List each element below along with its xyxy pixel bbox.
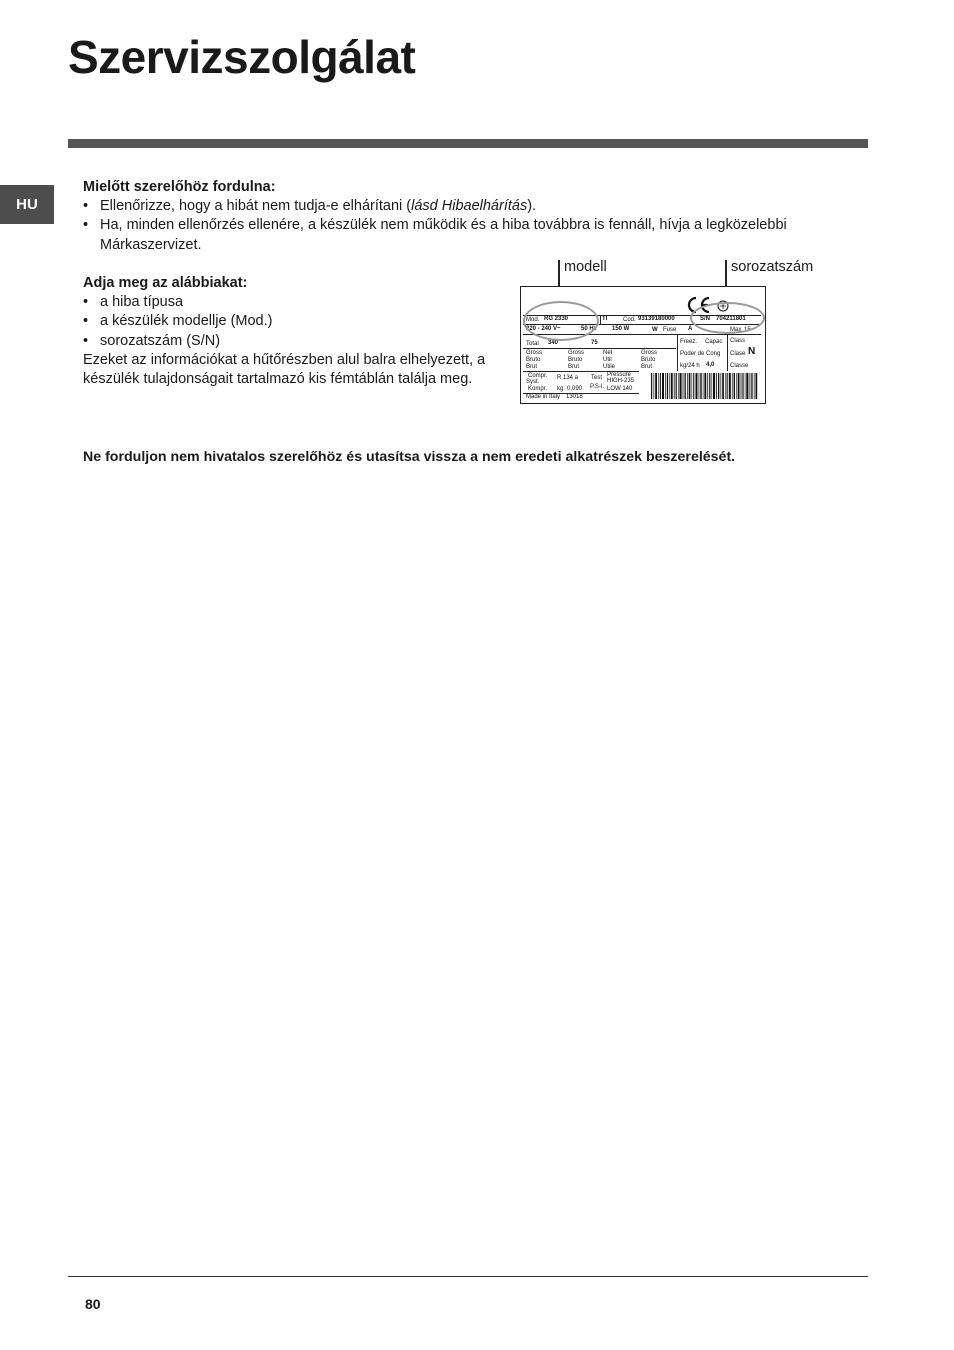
provide-item-2 (83, 312, 483, 332)
plate-clase-val: N (748, 346, 756, 357)
provide-paragraph-line1: Ezeket az információkat a hűtőrészben alul balra elhelyezett, a (83, 352, 486, 368)
plate-watt: 150 W (612, 326, 630, 332)
bullet-dot: • (83, 198, 89, 214)
plate-util: Util (603, 357, 612, 363)
provide-paragraph-line2: készülék tulajdonságait tartalmazó kis fémtáblán találja meg. (83, 371, 473, 387)
plate-compr: Compr. (528, 373, 548, 379)
bullet-dot: • (83, 333, 89, 349)
serial-callout-label: sorozatszám (731, 259, 814, 275)
barcode-icon (651, 373, 759, 399)
plate-max: Max (730, 327, 742, 333)
bullet1-italic-ref: lásd Hibaelhárítás (411, 198, 528, 214)
plate-kg24: kg/24 h (680, 363, 700, 369)
bottom-divider (68, 1276, 868, 1277)
model-highlight-ellipse (523, 301, 599, 341)
plate-amp: A (688, 326, 693, 332)
plate-cod-value: 93139180000 (638, 316, 675, 322)
plate-pressure: Pressure (607, 372, 632, 378)
before-heading: Mielőtt szerelőhöz fordulna: (83, 179, 276, 195)
plate-classe: Classe (730, 363, 749, 369)
plate-syst: Syst. (526, 379, 540, 385)
plate-test: Test (591, 375, 603, 381)
bullet1-text-end: ). (527, 198, 537, 214)
plate-sn-value: 704211801 (716, 316, 746, 322)
plate-class: Class (730, 338, 746, 344)
plate-made: Made in Italy (526, 394, 561, 400)
plate-gross-3: Gross (641, 350, 658, 356)
provide-item-text: a hiba típusa (100, 294, 184, 310)
plate-bruto-3: Bruto (641, 357, 656, 363)
plate-sn-label: S/N (700, 316, 711, 322)
model-callout-label: modell (564, 259, 607, 275)
plate-voltage: 220 - 240 V~ (526, 326, 561, 332)
warning-text: Ne forduljon nem hivatalos szerelőhöz és utasítsa vissza a nem eredeti alkatrészek beszerelését. (83, 449, 736, 465)
provide-heading: Adja meg az alábbiakat: (83, 275, 248, 291)
plate-gross-1: Gross (526, 350, 543, 356)
bullet-dot: • (83, 294, 89, 310)
bullet-dot: • (83, 313, 89, 329)
language-tab: HU (0, 185, 54, 224)
plate-brut-3: Brut (641, 364, 653, 370)
provide-item-text: a készülék modellje (Mod.) (100, 313, 273, 329)
plate-kg: kg (557, 386, 564, 392)
plate-net: Net (603, 350, 613, 356)
before-bullet-2 (83, 216, 843, 256)
plate-made-code: 13018 (566, 394, 583, 400)
plate-brut-1: Brut (526, 364, 538, 370)
plate-ti: TI (602, 316, 608, 322)
plate-poder: Poder de Cong (680, 351, 721, 357)
plate-fuse: Fuse (663, 327, 677, 333)
plate-hz: 50 Hz (581, 326, 597, 332)
plate-clase: Clase (730, 351, 746, 357)
plate-kg24-val: 4,0 (706, 362, 715, 368)
page-number: 80 (85, 1296, 101, 1312)
plate-max-val: 15 (744, 327, 751, 333)
plate-bruto-1: Bruto (526, 357, 541, 363)
plate-w2: W (652, 327, 658, 333)
plate-r134: R 134 a (557, 375, 579, 381)
plate-total: Total (526, 341, 539, 347)
bullet2-line1: Ha, minden ellenőrzés ellenére, a készülék nem működik és a hiba továbbra is fennáll, hívja a legközelebbi (100, 217, 787, 233)
plate-utile: Utile (603, 364, 616, 370)
plate-brut-2: Brut (568, 364, 580, 370)
plate-rule (677, 335, 678, 371)
top-divider (68, 139, 868, 148)
plate-gross-2: Gross (568, 350, 585, 356)
plate-low: LOW 140 (607, 386, 633, 392)
plate-kompr: Kompr. (528, 386, 548, 392)
plate-cod-label: Cod. (623, 317, 636, 323)
provide-item-text: sorozatszám (S/N) (100, 333, 221, 349)
bullet1-text: Ellenőrizze, hogy a hibát nem tudja-e elhárítani ( (100, 198, 412, 214)
plate-rule (727, 335, 728, 371)
serial-highlight-ellipse (690, 302, 765, 334)
page-title: Szervizszolgálat (68, 31, 416, 83)
plate-capac: Capac (705, 339, 723, 345)
plate-total-val: 340 (548, 340, 559, 346)
bullet2-line2: Márkaszervizet. (100, 236, 202, 253)
plate-mod-value: RG 2330 (544, 316, 569, 322)
plate-psi: P.S-I. (590, 384, 605, 390)
plate-high: HIGH-235 (607, 378, 635, 384)
plate-75: 75 (591, 340, 598, 346)
plate-bruto-2: Bruto (568, 357, 583, 363)
bullet-dot: • (83, 217, 89, 233)
provide-item-1 (83, 293, 483, 313)
plate-rule (600, 316, 601, 324)
plate-rule (523, 348, 676, 349)
provide-item-3 (83, 332, 483, 352)
plate-freez: Freez. (680, 339, 698, 345)
plate-kg-val: 0,090 (567, 386, 583, 392)
plate-mod-label: Mod. (526, 317, 540, 323)
before-bullet-1 (83, 197, 843, 217)
